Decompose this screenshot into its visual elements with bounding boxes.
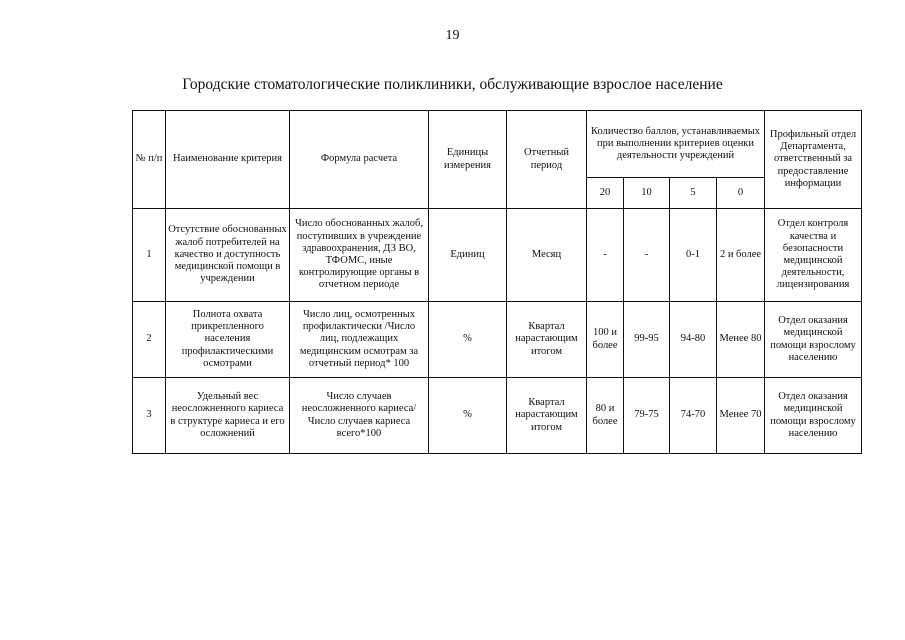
table-header-row: [133, 111, 862, 178]
row-criterion: Полнота охвата прикрепленного населения профилактическими осмотрами: [166, 302, 290, 378]
header-points-0: 0: [717, 178, 765, 209]
row-criterion: Отсутствие обоснованных жалоб потребителей на качество и доступность медицинской помощи в учреждении: [166, 209, 290, 302]
header-department: Профильный отдел Департамента, ответственный за предоставление информации: [765, 111, 862, 209]
row-units: %: [429, 378, 507, 454]
header-points-10: 10: [624, 178, 670, 209]
row-points-5: 74-70: [670, 378, 717, 454]
page-number: 19: [445, 28, 460, 43]
row-points-10: 79-75: [624, 378, 670, 454]
row-points-0: 2 и более: [717, 209, 765, 302]
row-points-5: 0-1: [670, 209, 717, 302]
row-points-10: 99-95: [624, 302, 670, 378]
header-points-5: 5: [670, 178, 717, 209]
row-points-20: -: [587, 209, 624, 302]
row-department: Отдел контроля качества и безопасности медицинской деятельности, лицензирования: [765, 209, 862, 302]
table-row: [133, 378, 862, 454]
header-formula: Формула расчета: [290, 111, 429, 209]
row-formula: Число случаев неосложненного кариеса/Число случаев кариеса всего*100: [290, 378, 429, 454]
row-num: 3: [133, 378, 166, 454]
row-period: Месяц: [507, 209, 587, 302]
row-num: 2: [133, 302, 166, 378]
header-criterion: Наименование критерия: [166, 111, 290, 209]
table-row: [133, 209, 862, 302]
row-points-0: Менее 70: [717, 378, 765, 454]
row-points-5: 94-80: [670, 302, 717, 378]
criteria-table: [132, 110, 862, 454]
header-units: Единицы измерения: [429, 111, 507, 209]
row-units: %: [429, 302, 507, 378]
row-points-20: 80 и более: [587, 378, 624, 454]
row-department: Отдел оказания медицинской помощи взрослому населению: [765, 378, 862, 454]
header-points-20: 20: [587, 178, 624, 209]
row-period: Квартал нарастающим итогом: [507, 302, 587, 378]
row-points-10: -: [624, 209, 670, 302]
header-period: Отчетный период: [507, 111, 587, 209]
row-department: Отдел оказания медицинской помощи взрослому населению: [765, 302, 862, 378]
row-points-0: Менее 80: [717, 302, 765, 378]
row-units: Единиц: [429, 209, 507, 302]
row-period: Квартал нарастающим итогом: [507, 378, 587, 454]
row-formula: Число обоснованных жалоб, поступивших в учреждение здравоохранения, ДЗ ВО, ТФОМС, иные контролирующие органы в отчетном периоде: [290, 209, 429, 302]
row-points-20: 100 и более: [587, 302, 624, 378]
document-title: Городские стоматологические поликлиники, обслуживающие взрослое население: [182, 76, 723, 93]
row-num: 1: [133, 209, 166, 302]
header-num: № п/п: [133, 111, 166, 209]
table-row: [133, 302, 862, 378]
header-points-group: Количество баллов, устанавливаемых при выполнении критериев оценки деятельности учреждений: [587, 111, 765, 178]
row-criterion: Удельный вес неосложненного кариеса в структуре кариеса и его осложнений: [166, 378, 290, 454]
row-formula: Число лиц, осмотренных профилактически /Число лиц, подлежащих медицинским осмотрам за отчетный период* 100: [290, 302, 429, 378]
